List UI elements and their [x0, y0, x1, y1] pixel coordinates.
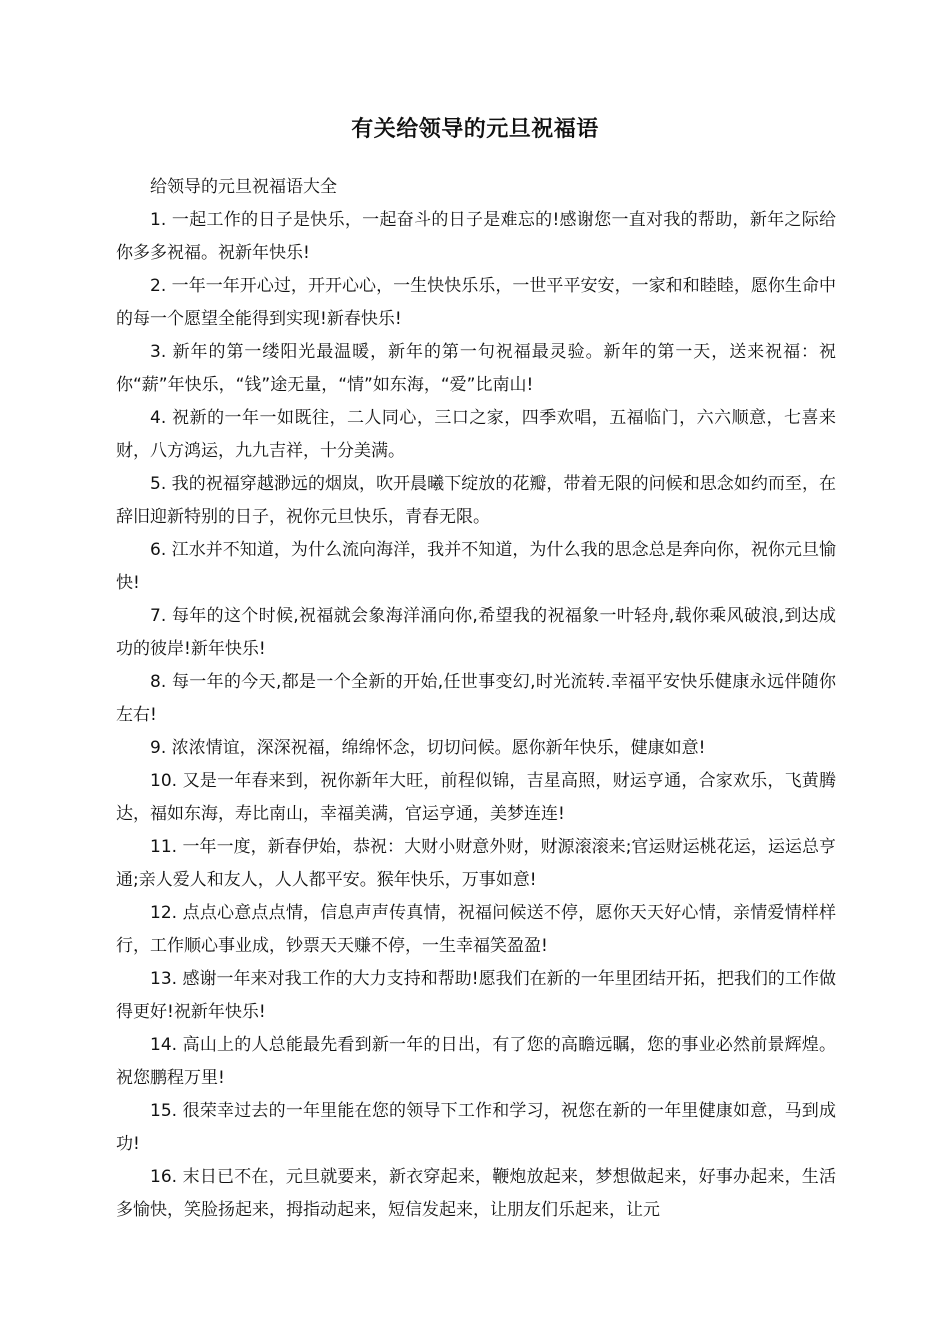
- section-heading: 给领导的元旦祝福语大全: [150, 177, 337, 197]
- list-item: 1. 一起工作的日子是快乐，一起奋斗的日子是难忘的!感谢您一直对我的帮助，新年之际给你多多祝福。祝新年快乐!: [116, 210, 836, 263]
- list-item: 7. 每年的这个时候,祝福就会象海洋涌向你,希望我的祝福象一叶轻舟,载你乘风破浪,到达成功的彼岸!新年快乐!: [116, 606, 836, 659]
- list-item: 10. 又是一年春来到，祝你新年大旺，前程似锦，吉星高照，财运亨通，合家欢乐，飞黄腾达，福如东海，寿比南山，幸福美满，官运亨通，美梦连连!: [116, 771, 836, 824]
- list-item: 6. 江水并不知道，为什么流向海洋，我并不知道，为什么我的思念总是奔向你，祝你元旦愉快!: [116, 540, 836, 593]
- list-item: 14. 高山上的人总能最先看到新一年的日出，有了您的高瞻远瞩，您的事业必然前景辉煌。祝您鹏程万里!: [116, 1035, 836, 1088]
- list-item: 5. 我的祝福穿越渺远的烟岚，吹开晨曦下绽放的花瓣，带着无限的问候和思念如约而至，在辞旧迎新特别的日子，祝你元旦快乐，青春无限。: [116, 474, 836, 527]
- list-item: 15. 很荣幸过去的一年里能在您的领导下工作和学习，祝您在新的一年里健康如意，马到成功!: [116, 1101, 836, 1154]
- list-item: 8. 每一年的今天,都是一个全新的开始,任世事变幻,时光流转.幸福平安快乐健康永远伴随你左右!: [116, 672, 836, 725]
- list-item: 2. 一年一年开心过，开开心心，一生快快乐乐，一世平平安安，一家和和睦睦，愿你生命中的每一个愿望全能得到实现!新春快乐!: [116, 276, 836, 329]
- list-item: 16. 末日已不在，元旦就要来，新衣穿起来，鞭炮放起来，梦想做起来，好事办起来，生活多愉快，笑脸扬起来，拇指动起来，短信发起来，让朋友们乐起来，让元: [116, 1167, 836, 1220]
- list-item: 4. 祝新的一年一如既往，二人同心，三口之家，四季欢唱，五福临门，六六顺意，七喜来财，八方鸿运，九九吉祥，十分美满。: [116, 408, 836, 461]
- list-item: 12. 点点心意点点情，信息声声传真情，祝福问候送不停，愿你天天好心情，亲情爱情样样行，工作顺心事业成，钞票天天赚不停，一生幸福笑盈盈!: [116, 903, 836, 956]
- document-title: 有关给领导的元旦祝福语: [351, 117, 599, 142]
- list-item: 13. 感谢一年来对我工作的大力支持和帮助!愿我们在新的一年里团结开拓，把我们的工作做得更好!祝新年快乐!: [116, 969, 836, 1022]
- document-body: [116, 171, 836, 1227]
- list-item: 11. 一年一度，新春伊始，恭祝：大财小财意外财，财源滚滚来;官运财运桃花运，运运总亨通;亲人爱人和友人，人人都平安。猴年快乐，万事如意!: [116, 837, 836, 890]
- list-item: 3. 新年的第一缕阳光最温暖，新年的第一句祝福最灵验。新年的第一天，送来祝福：祝你“薪”年快乐，“钱”途无量，“情”如东海，“爱”比南山!: [116, 342, 836, 395]
- list-item: 9. 浓浓情谊，深深祝福，绵绵怀念，切切问候。愿你新年快乐，健康如意!: [150, 738, 706, 758]
